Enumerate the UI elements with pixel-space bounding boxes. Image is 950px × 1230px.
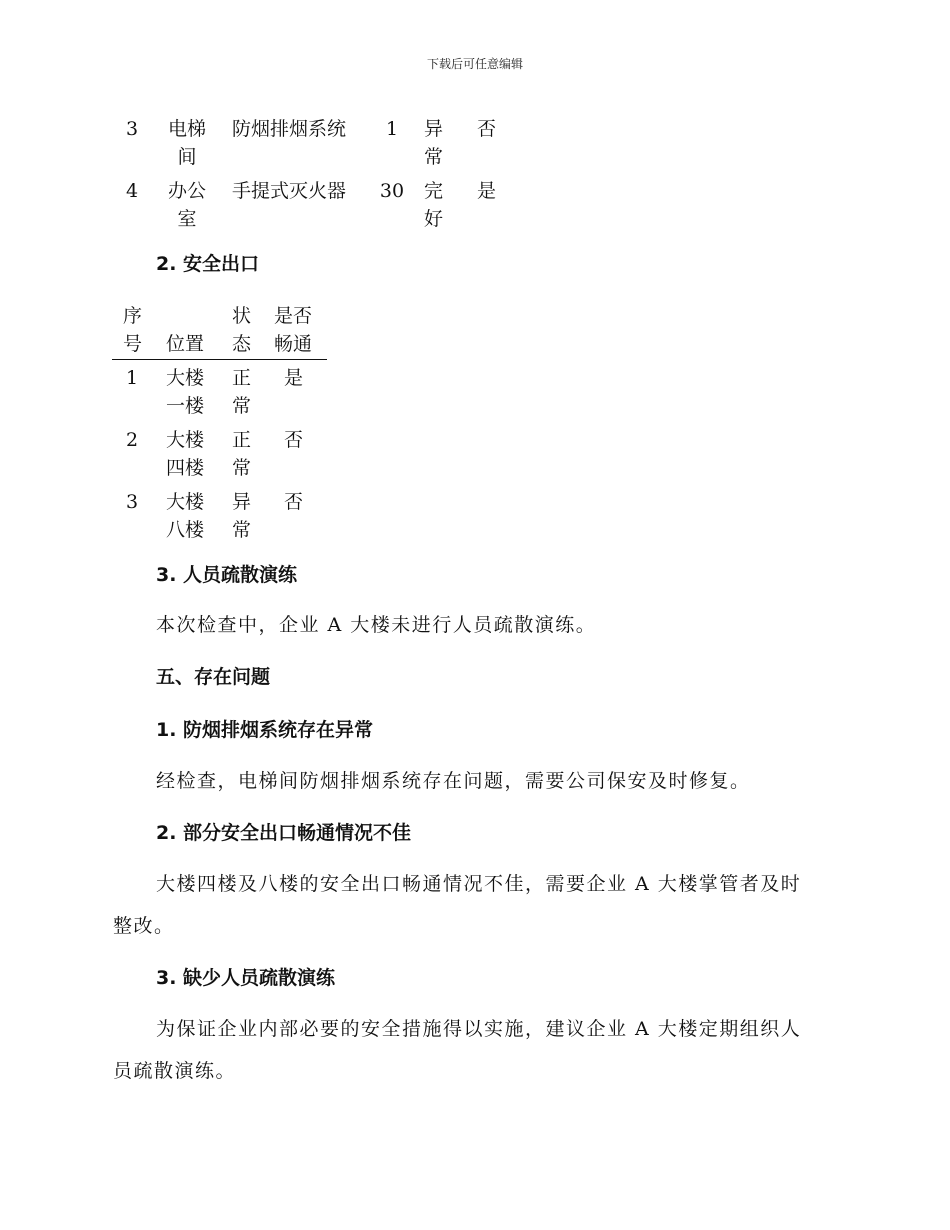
row-status-line2: 好 [424,208,444,230]
row-ok: 否 [477,118,497,140]
paragraph-issue-3-line1: 为保证企业内部必要的安全措施得以实施，建议企业 A 大楼定期组织人 [156,1018,802,1040]
paragraph-issue-2-line2: 整改。 [113,915,175,937]
row-facility: 防烟排烟系统 [232,118,347,140]
row-clear: 是 [284,367,304,389]
header-number-line1: 序 [123,305,143,327]
row-state-line1: 正 [232,367,252,389]
header-state-line1: 状 [232,305,252,327]
heading-issue-1: 1. 防烟排烟系统存在异常 [156,719,374,741]
row-status-line1: 异 [424,118,444,140]
header-position: 位置 [166,333,205,355]
header-divider [112,359,327,360]
row-quantity: 1 [385,118,399,140]
row-number: 4 [126,180,139,202]
row-position-line2: 八楼 [166,519,205,541]
row-number: 3 [126,118,139,140]
row-place-line1: 电梯 [167,118,206,140]
row-position-line1: 大楼 [166,367,205,389]
header-number-line2: 号 [123,333,143,355]
paragraph-issue-1: 经检查，电梯间防烟排烟系统存在问题，需要公司保安及时修复。 [156,770,751,792]
page-header: 下载后可任意编辑 [426,57,523,71]
row-position-line1: 大楼 [166,429,205,451]
heading-safety-exits: 2. 安全出口 [156,253,260,275]
row-number: 3 [126,491,139,513]
row-state-line1: 正 [232,429,252,451]
header-clear-line1: 是否 [274,305,313,327]
paragraph-issue-3-line2: 员疏散演练。 [113,1060,237,1082]
row-number: 2 [126,429,139,451]
row-state-line1: 异 [232,491,252,513]
row-position-line1: 大楼 [166,491,205,513]
row-clear: 否 [284,491,304,513]
paragraph-issue-2-line1: 大楼四楼及八楼的安全出口畅通情况不佳，需要企业 A 大楼掌管者及时 [156,873,802,895]
row-state-line2: 常 [232,519,252,541]
row-place-line2: 间 [177,146,197,168]
row-status-line2: 常 [424,146,444,168]
header-state-line2: 态 [232,333,252,355]
row-status-line1: 完 [424,180,444,202]
row-ok: 是 [477,180,497,202]
row-position-line2: 四楼 [166,457,205,479]
row-clear: 否 [284,429,304,451]
heading-evacuation-drill: 3. 人员疏散演练 [156,564,298,586]
heading-section-issues: 五、存在问题 [156,666,271,688]
heading-issue-2: 2. 部分安全出口畅通情况不佳 [156,822,412,844]
row-facility: 手提式灭火器 [232,180,347,202]
row-state-line2: 常 [232,457,252,479]
row-position-line2: 一楼 [166,395,205,417]
row-place-line1: 办公 [167,180,206,202]
header-clear-line2: 畅通 [274,333,313,355]
row-place-line2: 室 [177,208,197,230]
row-quantity: 30 [379,180,405,202]
row-state-line2: 常 [232,395,252,417]
paragraph-drill: 本次检查中，企业 A 大楼未进行人员疏散演练。 [156,614,597,636]
heading-issue-3: 3. 缺少人员疏散演练 [156,967,336,989]
row-number: 1 [126,367,139,389]
